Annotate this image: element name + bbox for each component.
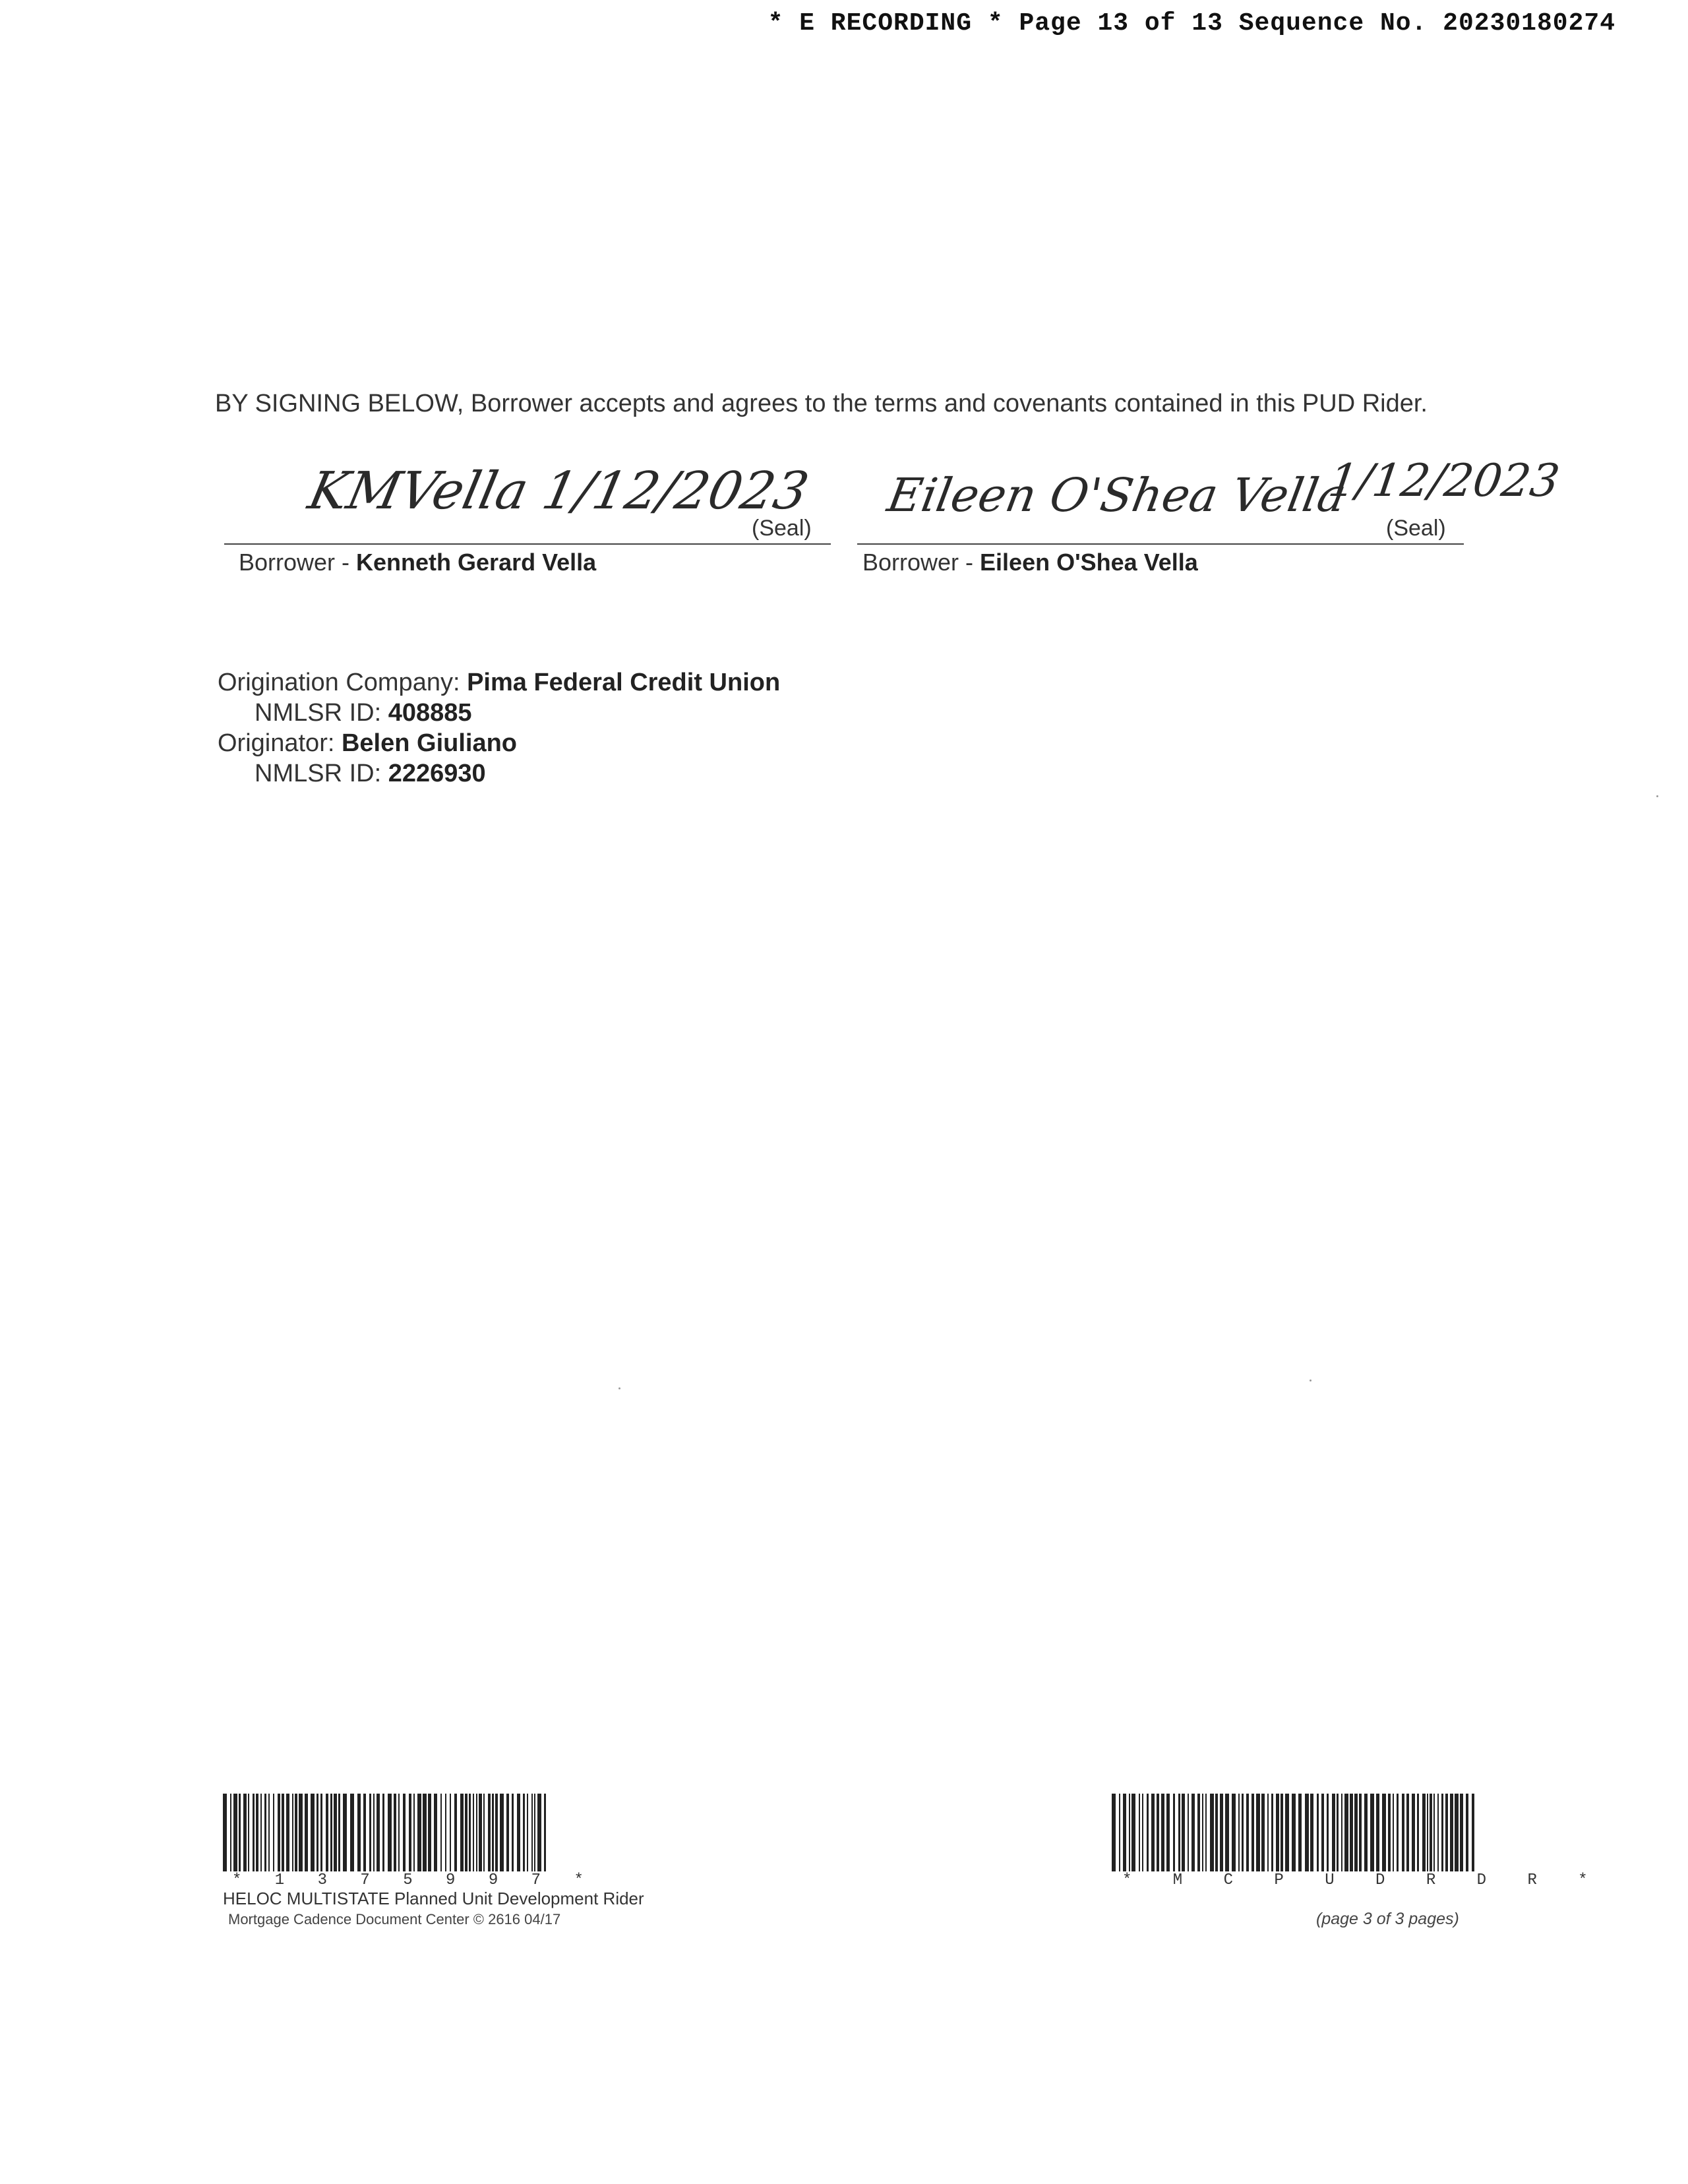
barcode-bar <box>483 1794 485 1871</box>
barcode-bar <box>1161 1794 1164 1871</box>
barcode-bar <box>1157 1794 1159 1871</box>
barcode-bar <box>1173 1794 1175 1871</box>
seal-label: (Seal) <box>752 516 812 541</box>
barcode-bar <box>1310 1794 1313 1871</box>
signature-line <box>224 543 831 545</box>
barcode-bar <box>1337 1794 1339 1871</box>
barcode-bar <box>1119 1794 1120 1871</box>
barcode-bar <box>248 1794 249 1871</box>
origination-company-line <box>218 667 780 698</box>
barcode-bar <box>527 1794 528 1871</box>
barcode-bar <box>512 1794 514 1871</box>
barcode-bar <box>1131 1794 1135 1871</box>
company-nmlsr-line <box>218 698 780 728</box>
barcode-bar <box>413 1794 415 1871</box>
signature-line <box>857 543 1464 545</box>
barcode-bar <box>1433 1794 1435 1871</box>
origination-company: Pima Federal Credit Union <box>467 669 781 696</box>
barcode-bar <box>1197 1794 1200 1871</box>
barcode-left <box>223 1794 550 1877</box>
barcode-bar <box>492 1794 494 1871</box>
barcode-bar <box>537 1794 541 1871</box>
barcode-bar <box>409 1794 411 1871</box>
barcode-bar <box>1445 1794 1448 1871</box>
barcode-bar <box>1388 1794 1391 1871</box>
barcode-bar <box>469 1794 471 1871</box>
barcode-bar <box>1139 1794 1140 1871</box>
signature-block-eileen <box>857 455 1582 587</box>
barcode-bar <box>338 1794 340 1871</box>
barcode-bar <box>1393 1794 1394 1871</box>
borrower-role: Borrower - <box>862 549 980 576</box>
recording-header: * E RECORDING * Page 13 of 13 Sequence No. 20230180274 <box>768 9 1615 38</box>
signature-block-kenneth <box>224 455 837 587</box>
barcode-bar <box>1402 1794 1404 1871</box>
barcode-bar <box>292 1794 293 1871</box>
barcode-bar <box>311 1794 315 1871</box>
barcode-bar <box>445 1794 446 1871</box>
barcode-bar <box>465 1794 467 1871</box>
barcode-bar <box>1412 1794 1415 1871</box>
barcode-bar <box>1232 1794 1236 1871</box>
barcode-bar <box>1191 1794 1195 1871</box>
barcode-bar <box>1188 1794 1189 1871</box>
origination-info <box>218 667 780 789</box>
barcode-bar <box>1430 1794 1432 1871</box>
document-title: HELOC MULTISTATE Planned Unit Development Rider <box>223 1889 644 1908</box>
barcode-bar <box>1246 1794 1249 1871</box>
barcode-bar <box>1455 1794 1459 1871</box>
handwritten-date: 1/12/2023 <box>1325 455 1563 507</box>
barcode-bar <box>1382 1794 1386 1871</box>
barcode-bar <box>1441 1794 1443 1871</box>
scan-speck <box>1656 795 1658 797</box>
barcode-bar <box>1129 1794 1130 1871</box>
barcode-bar <box>357 1794 361 1871</box>
barcode-bar <box>450 1794 451 1871</box>
scan-speck <box>618 1387 620 1389</box>
page-info: (page 3 of 3 pages) <box>1316 1910 1459 1928</box>
barcode-bar <box>334 1794 337 1871</box>
barcode-bar <box>500 1794 504 1871</box>
barcode-left-text: * 1 3 7 5 9 9 7 * <box>232 1871 595 1889</box>
barcode-bar <box>1142 1794 1143 1871</box>
barcode-bar <box>1205 1794 1207 1871</box>
barcode-bar <box>1344 1794 1348 1871</box>
barcode-bar <box>305 1794 308 1871</box>
barcode-bar <box>1466 1794 1468 1871</box>
barcode-bar <box>1397 1794 1399 1871</box>
barcode-bar <box>363 1794 366 1871</box>
barcode-bar <box>1238 1794 1240 1871</box>
barcode-bar <box>1166 1794 1170 1871</box>
barcode-bar <box>1364 1794 1368 1871</box>
barcode-bar <box>1370 1794 1374 1871</box>
barcode-bar <box>488 1794 491 1871</box>
barcode-bar <box>1202 1794 1203 1871</box>
barcode-bar <box>1225 1794 1229 1871</box>
barcode-bar <box>1285 1794 1289 1871</box>
barcode-bar <box>299 1794 303 1871</box>
borrower-label <box>862 549 1198 576</box>
barcode-bar <box>230 1794 231 1871</box>
barcode-bar <box>260 1794 262 1871</box>
borrower-role: Borrower - <box>239 549 357 576</box>
barcode-bar <box>330 1794 332 1871</box>
barcode-bar <box>1427 1794 1428 1871</box>
barcode-bar <box>1321 1794 1324 1871</box>
originator-line <box>218 728 780 758</box>
barcode-bar <box>403 1794 406 1871</box>
barcode-bar <box>373 1794 375 1871</box>
barcode-bar <box>495 1794 498 1871</box>
barcode-bar <box>1267 1794 1269 1871</box>
barcode-bar <box>1276 1794 1279 1871</box>
barcode-bar <box>326 1794 328 1871</box>
barcode-bar <box>239 1794 241 1871</box>
barcode-bar <box>1281 1794 1283 1871</box>
barcode-bar <box>382 1794 384 1871</box>
barcode-bar <box>1261 1794 1265 1871</box>
barcode-bar <box>428 1794 431 1871</box>
originator-nmlsr-label: NMLSR ID: <box>255 760 388 787</box>
barcode-bar <box>1151 1794 1155 1871</box>
barcode-bar <box>1242 1794 1244 1871</box>
scan-speck <box>1310 1380 1311 1381</box>
borrower-label <box>239 549 596 576</box>
barcode-bar <box>282 1794 284 1871</box>
barcode-bar <box>1178 1794 1180 1871</box>
barcode-bar <box>1292 1794 1296 1871</box>
borrower-name: Kenneth Gerard Vella <box>356 549 597 576</box>
barcode-bar <box>1220 1794 1223 1871</box>
originator-name: Belen Giuliano <box>341 729 518 757</box>
barcode-bar <box>506 1794 509 1871</box>
barcode-bar <box>454 1794 457 1871</box>
barcode-bar <box>1359 1794 1362 1871</box>
originator-nmlsr-line <box>218 758 780 789</box>
barcode-bar <box>534 1794 535 1871</box>
barcode-bar <box>544 1794 546 1871</box>
barcode-right <box>1112 1794 1478 1877</box>
barcode-bar <box>256 1794 258 1871</box>
barcode-bar <box>476 1794 477 1871</box>
barcode-bar <box>517 1794 520 1871</box>
barcode-right-text: * M C P U D R D R * <box>1122 1871 1604 1889</box>
barcode-bar <box>273 1794 274 1871</box>
barcode-bar <box>434 1794 437 1871</box>
barcode-bar <box>460 1794 464 1871</box>
barcode-bar <box>523 1794 525 1871</box>
barcode-bar <box>1182 1794 1185 1871</box>
barcode-bar <box>1298 1794 1302 1871</box>
origination-company-label: Origination Company: <box>218 669 467 696</box>
barcode-bar <box>1376 1794 1379 1871</box>
barcode-bar <box>1305 1794 1309 1871</box>
barcode-bar <box>398 1794 400 1871</box>
company-nmlsr-id: 408885 <box>388 699 472 727</box>
barcode-bar <box>1112 1794 1116 1871</box>
barcode-bar <box>316 1794 318 1871</box>
barcode-bar <box>264 1794 266 1871</box>
signing-statement: BY SIGNING BELOW, Borrower accepts and agrees to the terms and covenants contained in this PUD Rider. <box>215 390 1428 417</box>
barcode-bar <box>1437 1794 1439 1871</box>
barcode-bar <box>1341 1794 1342 1871</box>
barcode-bar <box>1354 1794 1358 1871</box>
barcode-bar <box>369 1794 371 1871</box>
barcode-bar <box>377 1794 380 1871</box>
barcode-bar <box>394 1794 396 1871</box>
barcode-bar <box>320 1794 322 1871</box>
barcode-bar <box>479 1794 482 1871</box>
barcode-bar <box>1251 1794 1254 1871</box>
barcode-bar <box>253 1794 255 1871</box>
barcode-bar <box>233 1794 237 1871</box>
barcode-bar <box>343 1794 347 1871</box>
barcode-bar <box>1406 1794 1409 1871</box>
barcode-bar <box>1271 1794 1273 1871</box>
originator-nmlsr-id: 2226930 <box>388 760 486 787</box>
document-center: Mortgage Cadence Document Center © 2616 04/17 <box>228 1911 561 1927</box>
barcode-bar <box>440 1794 442 1871</box>
barcode-bar <box>388 1794 392 1871</box>
barcode-bar <box>1317 1794 1319 1871</box>
barcode-bar <box>423 1794 427 1871</box>
barcode-bar <box>1350 1794 1353 1871</box>
barcode-bar <box>1417 1794 1419 1871</box>
barcode-bar <box>1215 1794 1218 1871</box>
barcode-bar <box>268 1794 270 1871</box>
barcode-bar <box>1332 1794 1335 1871</box>
barcode-bar <box>1422 1794 1426 1871</box>
borrower-name: Eileen O'Shea Vella <box>980 549 1198 576</box>
barcode-bar <box>1450 1794 1453 1871</box>
handwritten-signature: KMVella 1/12/2023 <box>303 462 814 521</box>
barcode-bar <box>473 1794 474 1871</box>
barcode-bar <box>1472 1794 1474 1871</box>
seal-label: (Seal) <box>1386 516 1446 541</box>
barcode-bar <box>1327 1794 1329 1871</box>
originator-label: Originator: <box>218 729 342 757</box>
barcode-bar <box>278 1794 280 1871</box>
company-nmlsr-label: NMLSR ID: <box>255 699 388 727</box>
handwritten-signature: Eileen O'Shea Vella <box>884 468 1350 522</box>
barcode-bar <box>286 1794 289 1871</box>
barcode-bar <box>1460 1794 1463 1871</box>
barcode-bar <box>531 1794 533 1871</box>
barcode-bar <box>417 1794 421 1871</box>
barcode-bar <box>1123 1794 1126 1871</box>
barcode-bar <box>1256 1794 1260 1871</box>
barcode-bar <box>295 1794 297 1871</box>
barcode-bar <box>243 1794 247 1871</box>
barcode-bar <box>1147 1794 1149 1871</box>
barcode-bar <box>1210 1794 1214 1871</box>
barcode-bar <box>350 1794 354 1871</box>
barcode-bar <box>223 1794 227 1871</box>
